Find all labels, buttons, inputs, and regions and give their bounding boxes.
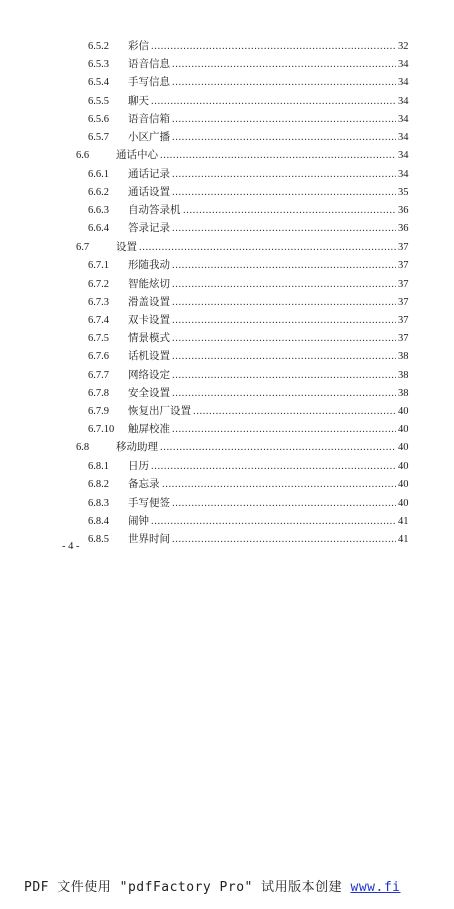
toc-entry-number: 6.7.6 [88,351,109,363]
toc-entry-title: 双卡设置 [128,312,171,330]
toc-entry-page: 40 [398,476,414,494]
toc-dot-leader [172,495,396,513]
toc-entry-number: 6.6.2 [88,187,109,199]
toc-entry-page: 41 [398,531,414,549]
toc-dot-leader [172,421,396,439]
pdf-footer [24,876,400,895]
toc-entry-number: 6.7.7 [88,369,109,381]
toc-entry-title: 答录记录 [128,220,171,238]
toc-entry[interactable] [0,202,454,220]
toc-dot-leader [172,220,396,238]
toc-entry-page: 34 [398,147,414,166]
toc-entry[interactable] [0,367,454,385]
toc-entry[interactable] [0,348,454,366]
toc-dot-leader [172,129,396,147]
toc-entry-page: 40 [398,495,414,513]
toc-entry-page: 37 [398,276,414,294]
toc-entry-number: 6.5.7 [88,131,109,143]
toc-entry-number: 6.5.3 [88,59,109,71]
toc-dot-leader [183,202,396,220]
toc-entry-number: 6.5.4 [88,77,109,89]
footer-link[interactable]: www.fi [350,880,401,895]
toc-entry-number: 6.8.2 [88,479,109,491]
toc-entry[interactable] [0,294,454,312]
toc-entry-number: 6.7.9 [88,405,109,417]
toc-dot-leader [162,476,396,494]
toc-entry-page: 36 [398,220,414,238]
toc-entry-number: 6.8 [76,442,90,454]
toc-entry-title: 备忘录 [128,476,161,494]
toc-entry[interactable] [0,421,454,439]
toc-dot-leader [151,458,396,476]
toc-entry-number: 6.6 [76,150,90,162]
toc-entry-page: 34 [398,111,414,129]
toc-dot-leader [172,257,396,275]
toc-entry-number: 6.7.8 [88,387,109,399]
toc-entry-page: 37 [398,294,414,312]
toc-entry-number: 6.7.5 [88,333,109,345]
toc-dot-leader [172,348,396,366]
toc-entry[interactable] [0,495,454,513]
toc-entry-title: 设置 [116,239,138,258]
toc-entry-number: 6.7.1 [88,260,109,272]
toc-entry-title: 安全设置 [128,385,171,403]
toc-entry-page: 40 [398,458,414,476]
toc-entry-title: 通话中心 [116,147,159,166]
toc-entry-page: 36 [398,202,414,220]
toc-dot-leader [172,276,396,294]
toc-dot-leader [172,312,396,330]
toc-dot-leader [172,531,396,549]
toc-dot-leader [193,403,396,421]
toc-entry-number: 6.5.5 [88,95,109,107]
toc-dot-leader [172,166,396,184]
toc-entry[interactable] [0,385,454,403]
toc-dot-leader [172,294,396,312]
toc-entry[interactable] [0,458,454,476]
toc-entry-title: 滑盖设置 [128,294,171,312]
toc-entry-number: 6.6.1 [88,168,109,180]
toc-dot-leader [160,147,396,166]
toc-entry[interactable] [0,184,454,202]
toc-entry-page: 34 [398,56,414,74]
toc-dot-leader [160,439,396,458]
toc-entry-title: 闹钟 [128,513,150,531]
toc-entry[interactable] [0,166,454,184]
toc-entry[interactable] [0,147,454,166]
toc-entry-page: 35 [398,184,414,202]
toc-entry-title: 语音信息 [128,56,171,74]
toc-entry-title: 情景模式 [128,330,171,348]
toc-entry[interactable] [0,439,454,458]
toc-entry-title: 聊天 [128,93,150,111]
toc-entry-title: 手写便签 [128,495,171,513]
toc-dot-leader [172,385,396,403]
toc-entry-title: 网络设定 [128,367,171,385]
toc-entry-title: 通话记录 [128,166,171,184]
toc-entry-title: 话机设置 [128,348,171,366]
toc-dot-leader [151,93,396,111]
toc-dot-leader [172,367,396,385]
toc-entry-number: 6.7.3 [88,296,109,308]
toc-entry-page: 34 [398,129,414,147]
toc-dot-leader [172,74,396,92]
toc-entry-title: 通话设置 [128,184,171,202]
toc-entry-title: 智能炫切 [128,276,171,294]
toc-entry[interactable] [0,38,454,56]
toc-entry[interactable] [0,476,454,494]
toc-entry-page: 41 [398,513,414,531]
toc-entry[interactable] [0,56,454,74]
toc-entry-page: 34 [398,93,414,111]
toc-entry-number: 6.6.3 [88,205,109,217]
toc-entry-title: 恢复出厂设置 [128,403,192,421]
toc-entry-page: 34 [398,74,414,92]
toc-entry-title: 日历 [128,458,150,476]
toc-entry-title: 小区广播 [128,129,171,147]
toc-entry-number: 6.7.4 [88,315,109,327]
toc-entry-page: 37 [398,257,414,275]
toc-entry[interactable] [0,239,454,258]
toc-entry-page: 40 [398,421,414,439]
toc-entry-page: 38 [398,367,414,385]
toc-dot-leader [172,330,396,348]
page-number: - 4 - [62,541,80,552]
toc-entry-number: 6.8.3 [88,497,109,509]
toc-entry-number: 6.7 [76,241,90,253]
toc-entry-page: 37 [398,239,414,258]
toc-entry-title: 彩信 [128,38,150,56]
toc-entry-page: 37 [398,330,414,348]
toc-dot-leader [151,513,396,531]
toc-entry-page: 38 [398,385,414,403]
toc-entry[interactable] [0,403,454,421]
toc-entry[interactable] [0,74,454,92]
toc-entry[interactable] [0,129,454,147]
toc-entry-page: 34 [398,166,414,184]
toc-entry-number: 6.7.10 [88,424,115,436]
toc-entry[interactable] [0,220,454,238]
toc-entry-number: 6.8.4 [88,515,109,527]
toc-dot-leader [139,239,396,258]
toc-entry[interactable] [0,330,454,348]
toc-entry-number: 6.7.2 [88,278,109,290]
toc-entry-number: 6.5.2 [88,41,109,52]
toc-entry-title: 语音信箱 [128,111,171,129]
toc-entry-number: 6.5.6 [88,113,109,125]
toc-entry-title: 手写信息 [128,74,171,92]
toc-entry[interactable] [0,312,454,330]
toc-entry-title: 形随我动 [128,257,171,275]
toc-entry-title: 世界时间 [128,531,171,549]
footer-text: PDF 文件使用 "pdfFactory Pro" 试用版本创建 [24,880,351,895]
toc-entry-title: 自动答录机 [128,202,182,220]
toc-entry-page: 38 [398,348,414,366]
toc-dot-leader [172,56,396,74]
toc-entry-title: 移动助理 [116,439,159,458]
toc-entry-number: 6.8.5 [88,533,109,545]
toc-dot-leader [151,38,396,56]
toc-dot-leader [172,111,396,129]
toc-dot-leader [172,184,396,202]
toc-entry-title: 触屏校准 [128,421,171,439]
toc-entry[interactable] [0,276,454,294]
toc-entry[interactable] [0,257,454,275]
toc-entry-number: 6.8.1 [88,461,109,473]
toc-entry[interactable] [0,93,454,111]
table-of-contents [0,38,454,549]
toc-entry-page: 40 [398,439,414,458]
toc-entry-number: 6.6.4 [88,223,109,235]
toc-entry-page: 32 [398,38,414,56]
toc-entry[interactable] [0,513,454,531]
toc-entry[interactable] [0,111,454,129]
toc-entry-page: 37 [398,312,414,330]
toc-entry-page: 40 [398,403,414,421]
